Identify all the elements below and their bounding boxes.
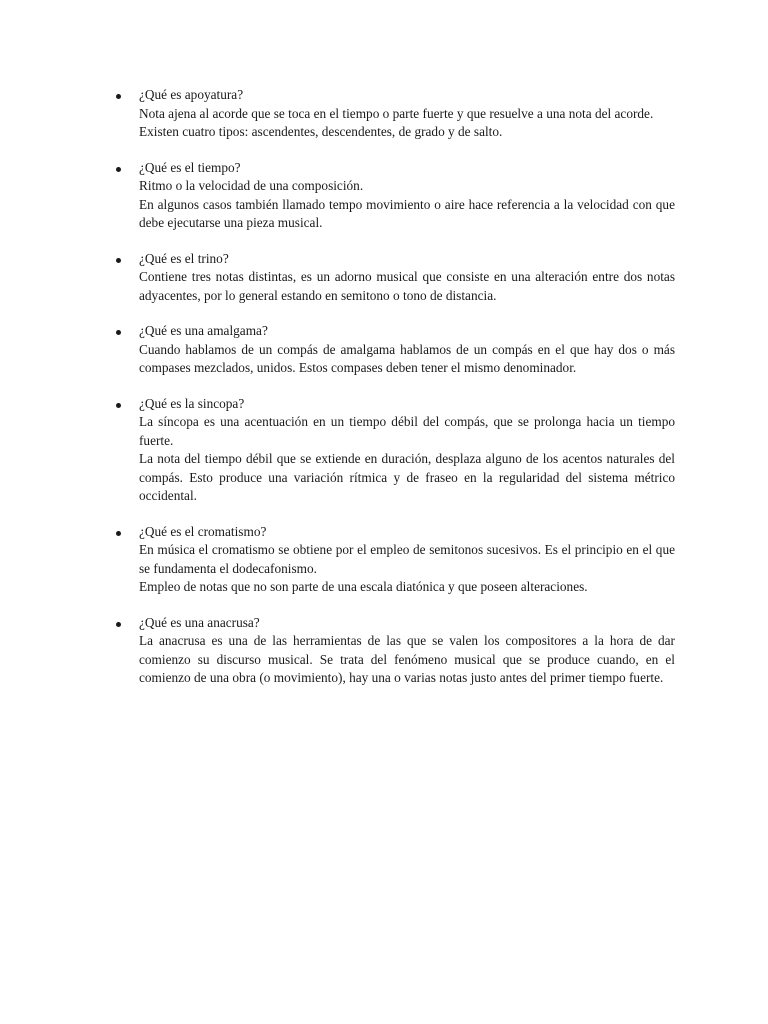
answer-paragraph: Existen cuatro tipos: ascendentes, descendentes, de grado y de salto. [139,124,503,139]
question-heading: ¿Qué es la sincopa? [139,395,245,411]
list-item-trino [112,250,675,306]
bullet-icon [116,622,121,627]
bullet-icon [116,167,121,172]
answer-paragraph: Contiene tres notas distintas, es un adorno musical que consiste en una alteración entre dos notas adyacentes, por lo general estando en semitono o tono de distancia. [139,269,675,303]
question-heading: ¿Qué es el trino? [139,250,229,266]
bullet-icon [116,531,121,536]
answer-paragraph: La nota del tiempo débil que se extiende en duración, desplaza alguno de los acentos naturales del compás. Esto produce una variación rítmica y de fraseo en la regularidad del sistema métrico occidental. [139,451,675,503]
bullet-icon [116,403,121,408]
list-item-cromatismo [112,523,675,597]
question-heading: ¿Qué es apoyatura? [139,87,244,102]
list-item-sincopa [112,395,675,506]
list-item-tiempo [112,159,675,233]
answer-paragraph: Ritmo o la velocidad de una composición. [139,178,364,193]
bullet-icon [116,94,121,99]
list-item-amalgama [112,322,675,378]
list-item-anacrusa [112,614,675,688]
answer-paragraph: Empleo de notas que no son parte de una escala diatónica y que poseen alteraciones. [139,579,588,594]
bullet-icon [116,258,121,263]
question-heading: ¿Qué es una anacrusa? [139,614,260,630]
answer-paragraph: La anacrusa es una de las herramientas de las que se valen los compositores a la hora de dar comienzo su discurso musical. Se trata del fenómeno musical que se produce cuando, en el comienzo de una obra (o movimiento), hay una o varias notas justo antes del primer tiempo fuerte. [139,633,675,685]
answer-paragraph: En música el cromatismo se obtiene por el empleo de semitonos sucesivos. Es el principio en el que se fundamenta el dodecafonismo. [139,542,675,576]
bullet-icon [116,330,121,335]
answer-paragraph: La síncopa es una acentuación en un tiempo débil del compás, que se prolonga hacia un tiempo fuerte. [139,414,675,448]
list-item-apoyatura [112,86,675,142]
question-list [112,86,675,705]
answer-paragraph: Nota ajena al acorde que se toca en el tiempo o parte fuerte y que resuelve a una nota del acorde. [139,105,654,121]
question-heading: ¿Qué es una amalgama? [139,323,268,338]
answer-paragraph: En algunos casos también llamado tempo movimiento o aire hace referencia a la velocidad con que debe ejecutarse una pieza musical. [139,196,675,230]
question-heading: ¿Qué es el tiempo? [139,159,241,175]
answer-paragraph: Cuando hablamos de un compás de amalgama hablamos de un compás en el que hay dos o más compases mezclados, unidos. Estos compases deben tener el mismo denominador. [139,341,675,375]
question-heading: ¿Qué es el cromatismo? [139,523,267,539]
